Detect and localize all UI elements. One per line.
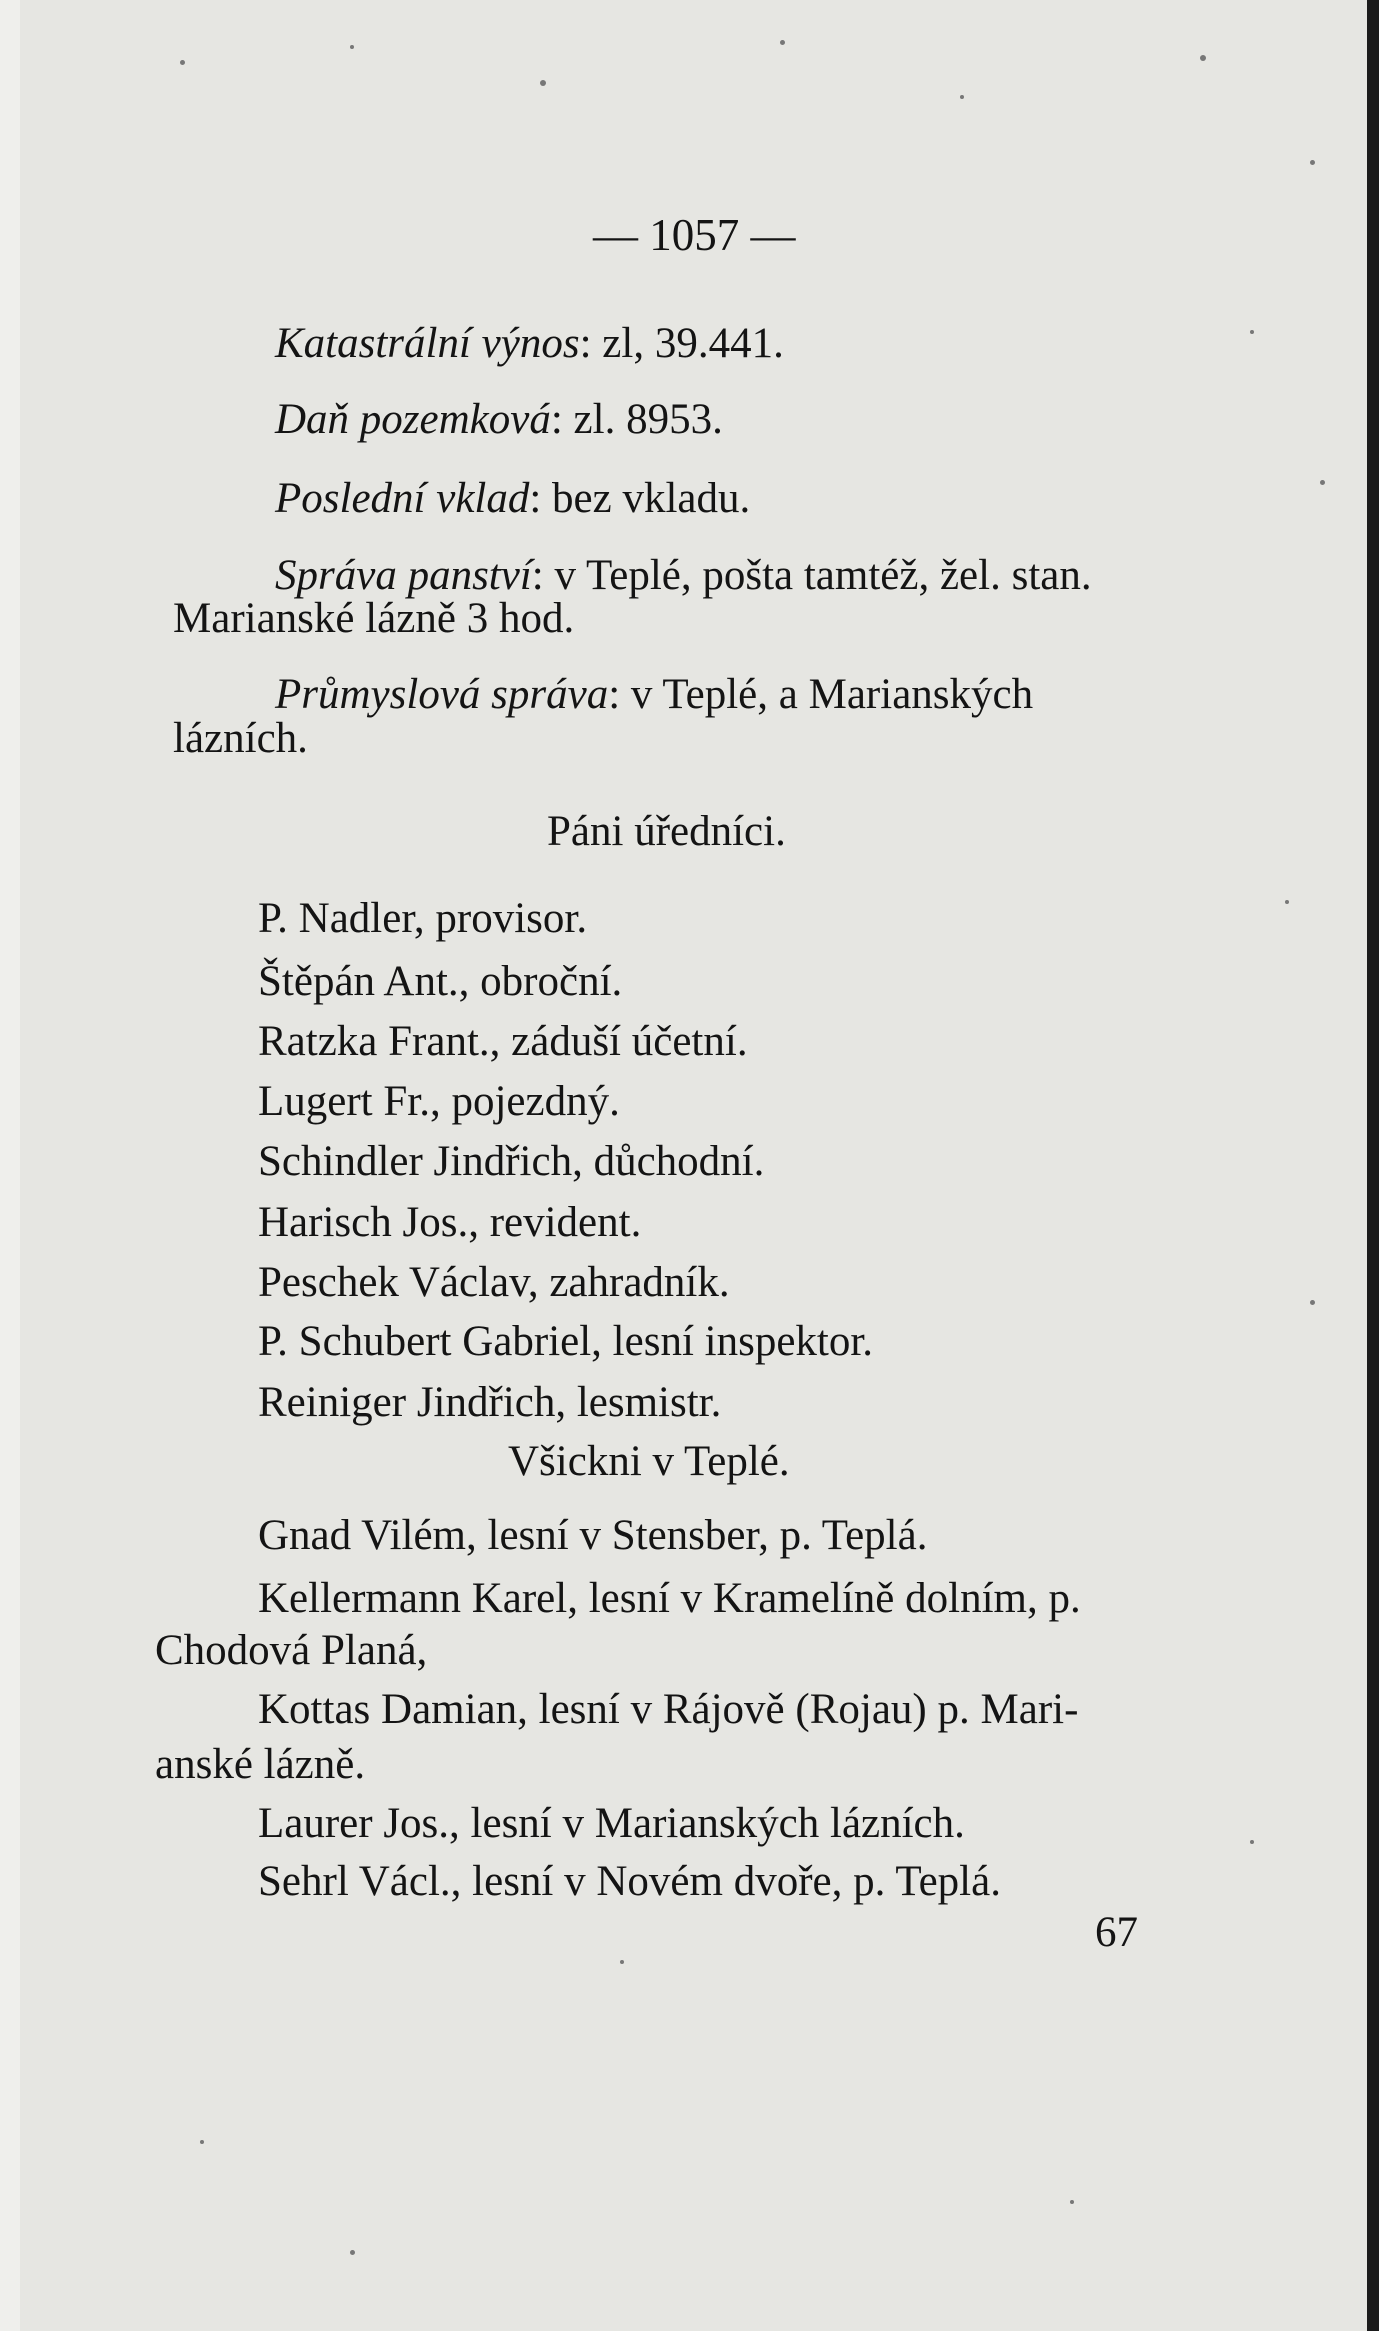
forester-line: Kellermann Karel, lesní v Kramelíně dolním, p.: [258, 1575, 1081, 1622]
official-line: Ratzka Frant., záduší účetní.: [258, 1018, 748, 1065]
official-line: Harisch Jos., revident.: [258, 1199, 642, 1246]
officials-heading: Páni úředníci.: [547, 808, 786, 855]
official-line: Peschek Václav, zahradník.: [258, 1259, 730, 1306]
page-number: — 1057 —: [593, 210, 796, 260]
info-prumyslova-sprava-cont: lázních.: [173, 715, 308, 762]
info-label: Průmyslová správa: [275, 671, 609, 718]
official-line: Reiniger Jindřich, lesmistr.: [258, 1379, 722, 1426]
info-katastralni-vynos: [275, 322, 784, 365]
info-label: Katastrální výnos: [275, 320, 580, 367]
official-line: P. Schubert Gabriel, lesní inspektor.: [258, 1318, 874, 1365]
info-label: Správa panství: [275, 552, 532, 599]
all-in-teple: Všickni v Teplé.: [508, 1438, 790, 1485]
sheet-mark: 67: [1095, 1909, 1138, 1956]
info-label: Poslední vklad: [275, 475, 530, 522]
info-dan-pozemkova: [275, 398, 723, 441]
info-sprava-panstvi-cont: Marianské lázně 3 hod.: [173, 595, 575, 642]
info-sprava-panstvi: [275, 554, 1092, 597]
forester-line: Sehrl Václ., lesní v Novém dvoře, p. Teplá.: [258, 1858, 1001, 1905]
page-edge: [0, 0, 20, 2331]
info-value: : v Teplé, pošta tamtéž, žel. stan.: [531, 552, 1092, 599]
forester-line: Gnad Vilém, lesní v Stensber, p. Teplá.: [258, 1512, 928, 1559]
info-prumyslova-sprava: [275, 673, 1033, 716]
forester-line: Kottas Damian, lesní v Rájově (Rojau) p. Mari-: [258, 1686, 1079, 1733]
official-line: P. Nadler, provisor.: [258, 895, 588, 942]
forester-line-cont: Chodová Planá,: [155, 1627, 428, 1674]
info-value: : zl. 8953.: [550, 396, 723, 443]
info-value: : zl, 39.441.: [579, 320, 784, 367]
official-line: Lugert Fr., pojezdný.: [258, 1078, 620, 1125]
forester-line: Laurer Jos., lesní v Marianských lázních.: [258, 1800, 965, 1847]
official-line: Štěpán Ant., obroční.: [258, 958, 623, 1005]
info-label: Daň pozemková: [275, 396, 551, 443]
book-page: [20, 0, 1367, 2331]
official-line: Schindler Jindřich, důchodní.: [258, 1138, 765, 1185]
info-posledni-vklad: [275, 477, 750, 520]
info-value: : bez vkladu.: [529, 475, 751, 522]
forester-line-cont: anské lázně.: [155, 1741, 366, 1788]
info-value: : v Teplé, a Marianských: [608, 671, 1034, 718]
